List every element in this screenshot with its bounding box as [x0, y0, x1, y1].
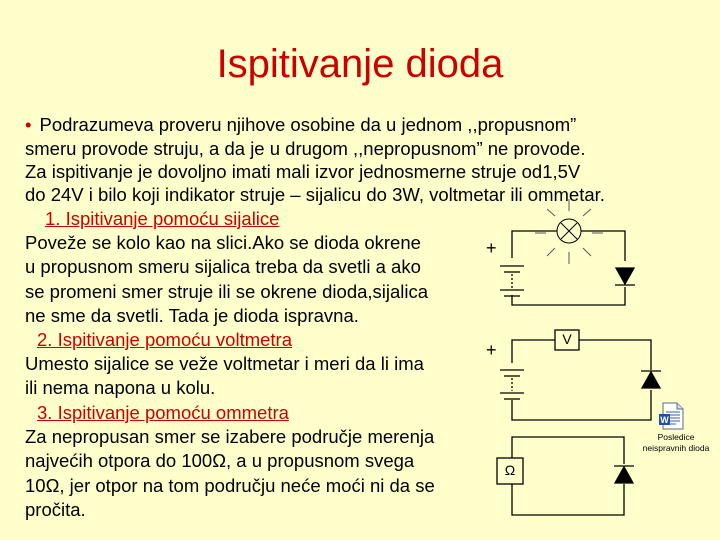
section1-heading[interactable]: 1. Ispitivanje pomoću sijalice: [45, 208, 280, 229]
diode-icon: [615, 268, 635, 285]
section2-line-2: ili nema napona u kolu.: [25, 377, 216, 398]
section3-line-3: 10Ω, jer otpor na tom području neće moći ni da se: [25, 475, 435, 496]
section3-line-2: najvećih otpora do 100Ω, a u propusnom svega: [25, 450, 415, 471]
bullet-icon: •: [25, 114, 32, 135]
section2-line-1: Umesto sijalice se veže voltmetar i meri da li ima: [25, 353, 424, 374]
intro-text-1: Podrazumeva proveru njihove osobine da u jednom ,,propusnom”: [39, 114, 577, 135]
section3-line-4: pročita.: [25, 499, 86, 520]
svg-text:W: W: [660, 415, 669, 425]
section3-heading[interactable]: 3. Ispitivanje pomoću ommetra: [37, 402, 289, 423]
ohmmeter-label: Ω: [504, 462, 516, 478]
attachment-caption-line-1: Posledice: [657, 432, 695, 442]
section1-line-1: Poveže se kolo kao na slici.Ako se dioda okrene: [25, 232, 421, 253]
section1-line-2: u propusnom smeru sijalica treba da svetli a ako: [25, 256, 421, 277]
section1-line-3: se promeni smer struje ili se okrene dioda,sijalica: [25, 281, 429, 302]
intro-line-4: do 24V i bilo koji indikator struje – sijalicu do 3W, voltmetar ili ommetar.: [25, 184, 605, 205]
section3-line-1: Za nepropusan smer se izabere područje merenja: [25, 426, 435, 447]
section1-line-4: ne sme da svetli. Tada je dioda ispravna.: [25, 305, 359, 326]
plus-sign-2: +: [486, 340, 497, 360]
diode-icon: [641, 371, 661, 388]
attachment-caption[interactable]: [636, 432, 716, 454]
intro-line-2: smeru provode struju, a da je u drugom ,,nepropusnom” ne provode.: [25, 138, 586, 159]
plus-sign-1: +: [486, 238, 497, 258]
section2-heading[interactable]: 2. Ispitivanje pomoću voltmetra: [37, 329, 293, 350]
word-document-icon[interactable]: [658, 402, 686, 430]
voltmeter-label: V: [562, 331, 572, 347]
slide-title: Ispitivanje dioda: [216, 42, 504, 86]
diode-icon: [614, 466, 634, 483]
intro-line-3: Za ispitivanje je dovoljno imati mali izvor jednosmerne struje od1,5V: [25, 161, 581, 182]
lamp-circuit: [500, 231, 625, 305]
attachment-caption-line-2: neispravnih dioda: [642, 443, 710, 453]
